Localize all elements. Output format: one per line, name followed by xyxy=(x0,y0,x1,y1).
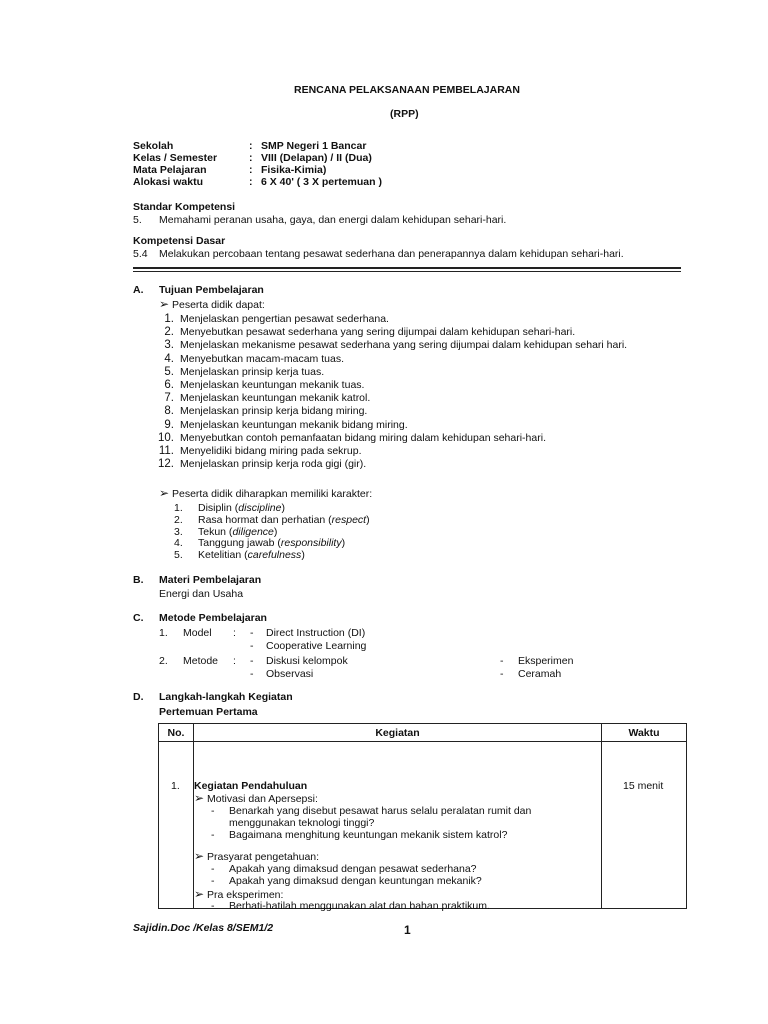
method-item: Direct Instruction (DI) xyxy=(266,627,366,639)
goal-item xyxy=(150,313,389,326)
standar-text: Memahami peranan usaha, gaya, dan energi dalam kehidupan sehari-hari. xyxy=(159,214,507,226)
character-text: Ketelitian ( xyxy=(198,549,248,562)
cell-no xyxy=(159,742,194,909)
dash: - xyxy=(211,875,215,887)
document-subtitle: (RPP) xyxy=(390,108,419,120)
character-english: responsibility xyxy=(280,537,342,550)
activity-item: menggunakan teknologi tinggi? xyxy=(229,817,375,829)
goal-number: 1. xyxy=(164,313,174,325)
goal-text: Menjelaskan prinsip kerja tuas. xyxy=(180,365,325,378)
character-close-paren: ) xyxy=(301,549,305,562)
dash: - xyxy=(211,829,215,841)
goal-text: Menjelaskan keuntungan mekanik katrol. xyxy=(180,392,371,405)
identity-value: SMP Negeri 1 Bancar xyxy=(261,140,367,152)
character-english: discipline xyxy=(238,502,282,514)
characters-intro xyxy=(159,487,372,500)
identity-label: Sekolah xyxy=(133,140,174,152)
header-waktu: Waktu xyxy=(602,724,687,742)
arrow-bullet-icon: ➢ xyxy=(194,849,205,863)
kompetensi-heading: Kompetensi Dasar xyxy=(133,235,226,247)
goal-text: Menyelidiki bidang miring pada sekrup. xyxy=(180,445,362,457)
section-b-text: Energi dan Usaha xyxy=(159,588,244,600)
method-dash: - xyxy=(500,668,504,680)
goal-number: 6. xyxy=(164,379,174,391)
cell-waktu xyxy=(602,742,687,909)
character-number: 5. xyxy=(174,549,183,562)
activity-title: Kegiatan Pendahuluan xyxy=(194,780,308,792)
double-rule-bottom xyxy=(133,271,681,272)
character-number: 3. xyxy=(174,525,183,538)
character-english: respect xyxy=(331,513,367,526)
section-b-letter: B. xyxy=(133,574,144,586)
character-item xyxy=(174,502,285,514)
character-text: Rasa hormat dan perhatian ( xyxy=(198,513,332,526)
arrow-bullet-icon: ➢ xyxy=(159,486,170,500)
table-row xyxy=(159,742,687,909)
goal-number: 7. xyxy=(164,392,174,405)
header-no: No. xyxy=(159,724,194,742)
standar-heading: Standar Kompetensi xyxy=(133,201,236,213)
activity-item: Benarkah yang disebut pesawat harus selalu peralatan rumit dan xyxy=(229,805,532,817)
character-number: 4. xyxy=(174,537,183,550)
section-a-heading: Tujuan Pembelajaran xyxy=(159,284,264,296)
character-text: Tekun ( xyxy=(198,525,233,538)
character-english: carefulness xyxy=(247,549,302,562)
identity-sep: : xyxy=(249,152,253,164)
section-b-heading: Materi Pembelajaran xyxy=(159,574,262,586)
identity-sep: : xyxy=(249,164,253,176)
header-kegiatan: Kegiatan xyxy=(194,724,602,742)
character-item xyxy=(174,526,277,538)
document-title: RENCANA PELAKSANAAN PEMBELAJARAN xyxy=(294,84,520,96)
arrow-bullet-icon: ➢ xyxy=(194,887,205,901)
goal-text: Menjelaskan pengertian pesawat sederhana. xyxy=(180,313,389,325)
kompetensi-num: 5.4 xyxy=(133,248,148,260)
activity-item: Berhati-hatilah menggunakan alat dan bahan praktikum. xyxy=(229,900,490,912)
section-d-letter: D. xyxy=(133,691,144,703)
method-item: Eksperimen xyxy=(518,655,574,667)
method-dash: - xyxy=(500,655,504,667)
activity-item: Apakah yang dimaksud dengan keuntungan mekanik? xyxy=(229,875,482,887)
goal-item xyxy=(150,445,362,458)
group-head-text: Prasyarat pengetahuan: xyxy=(206,851,320,863)
goal-item xyxy=(150,366,324,379)
identity-sep: : xyxy=(249,140,253,152)
character-item xyxy=(174,537,345,549)
identity-value: VIII (Delapan) / II (Dua) xyxy=(261,152,372,164)
goal-text: Menjelaskan keuntungan mekanik bidang miring. xyxy=(180,418,408,431)
standar-num: 5. xyxy=(133,214,142,226)
goal-text: Menjelaskan keuntungan mekanik tuas. xyxy=(180,379,365,391)
goal-item xyxy=(150,458,366,471)
goal-item xyxy=(150,339,627,352)
goal-item xyxy=(150,379,364,392)
goal-item xyxy=(150,419,408,432)
character-close-paren: ) xyxy=(366,513,370,526)
method-item: Cooperative Learning xyxy=(266,640,367,652)
goal-number: 9. xyxy=(164,418,174,431)
goal-text: Menyebutkan pesawat sederhana yang sering dijumpai dalam kehidupan sehari-hari. xyxy=(180,326,576,339)
group-head-text: Pra eksperimen: xyxy=(206,889,284,901)
row-number: 1. xyxy=(171,780,180,792)
identity-sep: : xyxy=(249,176,253,188)
cell-kegiatan xyxy=(194,742,602,912)
section-a-letter: A. xyxy=(133,284,144,296)
goal-number: 12. xyxy=(158,458,174,471)
identity-label: Alokasi waktu xyxy=(133,176,204,188)
method-row-sep: : xyxy=(233,627,236,639)
kompetensi-text: Melakukan percobaan tentang pesawat sederhana dan penerapannya dalam kehidupan sehari-hari. xyxy=(159,248,624,260)
method-row-label: Metode xyxy=(183,655,219,667)
activity-item: Apakah yang dimaksud dengan pesawat sederhana? xyxy=(229,863,477,875)
identity-label: Kelas / Semester xyxy=(133,152,218,164)
identity-label: Mata Pelajaran xyxy=(133,164,207,176)
activity-item: Bagaimana menghitung keuntungan mekanik sistem katrol? xyxy=(229,829,508,841)
footer-doc-name: Sajidin.Doc /Kelas 8/SEM1/2 xyxy=(133,922,274,934)
goal-text: Menjelaskan prinsip kerja bidang miring. xyxy=(180,405,368,418)
character-text: Tanggung jawab ( xyxy=(198,537,281,550)
arrow-bullet-icon: ➢ xyxy=(159,297,170,311)
character-english: diligence xyxy=(232,525,274,538)
goals-intro-text: Peserta didik dapat: xyxy=(171,299,265,311)
character-close-paren: ) xyxy=(341,537,346,550)
double-rule-top xyxy=(133,267,681,269)
character-number: 2. xyxy=(174,513,183,526)
method-row-num: 2. xyxy=(159,655,168,667)
activities-table xyxy=(158,723,687,912)
characters-intro-text: Peserta didik diharapkan memiliki karakter: xyxy=(171,488,373,500)
goal-item xyxy=(150,392,370,405)
dash: - xyxy=(211,805,215,817)
character-close-paren: ) xyxy=(281,502,285,514)
method-dash: - xyxy=(250,655,254,667)
character-number: 1. xyxy=(174,502,183,514)
method-item: Diskusi kelompok xyxy=(266,655,348,667)
goal-text: Menyebutkan macam-macam tuas. xyxy=(180,352,344,365)
goal-item xyxy=(150,405,367,418)
section-d-subheading: Pertemuan Pertama xyxy=(159,706,258,718)
identity-value: 6 X 40' ( 3 X pertemuan ) xyxy=(261,176,382,188)
goal-number: 11. xyxy=(158,445,174,457)
goal-text: Menyebutkan contoh pemanfaatan bidang miring dalam kehidupan sehari-hari. xyxy=(180,431,546,444)
dash: - xyxy=(211,900,215,912)
dash: - xyxy=(211,863,215,875)
goal-number: 5. xyxy=(164,365,174,378)
character-item xyxy=(174,514,370,526)
method-item: Observasi xyxy=(266,668,314,680)
method-dash: - xyxy=(250,668,254,680)
character-item xyxy=(174,549,305,561)
goals-intro xyxy=(159,298,265,311)
goal-text: Menjelaskan prinsip kerja roda gigi (gir). xyxy=(180,458,367,471)
method-dash: - xyxy=(250,640,254,652)
method-item: Ceramah xyxy=(518,668,562,680)
arrow-bullet-icon: ➢ xyxy=(194,791,205,805)
goal-text: Menjelaskan mekanisme pesawat sederhana yang sering dijumpai dalam kehidupan sehari hari. xyxy=(180,339,628,352)
table-header-row xyxy=(159,724,687,742)
character-close-paren: ) xyxy=(273,525,278,538)
method-dash: - xyxy=(250,627,254,639)
section-d-heading: Langkah-langkah Kegiatan xyxy=(159,691,293,703)
section-c-heading: Metode Pembelajaran xyxy=(159,612,267,624)
goal-number: 4. xyxy=(164,352,174,365)
method-row-sep: : xyxy=(233,655,236,667)
method-row-num: 1. xyxy=(159,627,168,639)
identity-value: Fisika-Kimia) xyxy=(261,164,327,176)
activity-group-head xyxy=(194,792,318,805)
goal-number: 3. xyxy=(164,339,174,352)
goal-number: 8. xyxy=(164,405,174,418)
goal-number: 10. xyxy=(158,431,174,444)
section-c-letter: C. xyxy=(133,612,144,624)
method-row-label: Model xyxy=(183,627,212,639)
goal-item xyxy=(150,432,546,445)
goal-item xyxy=(150,353,344,366)
footer-page-number: 1 xyxy=(404,923,411,937)
goal-item xyxy=(150,326,575,339)
character-text: Disiplin ( xyxy=(198,502,239,514)
group-head-text: Motivasi dan Apersepsi: xyxy=(206,793,318,805)
goal-number: 2. xyxy=(164,326,174,339)
waktu-value: 15 menit xyxy=(623,780,664,792)
activity-group-head xyxy=(194,850,319,863)
